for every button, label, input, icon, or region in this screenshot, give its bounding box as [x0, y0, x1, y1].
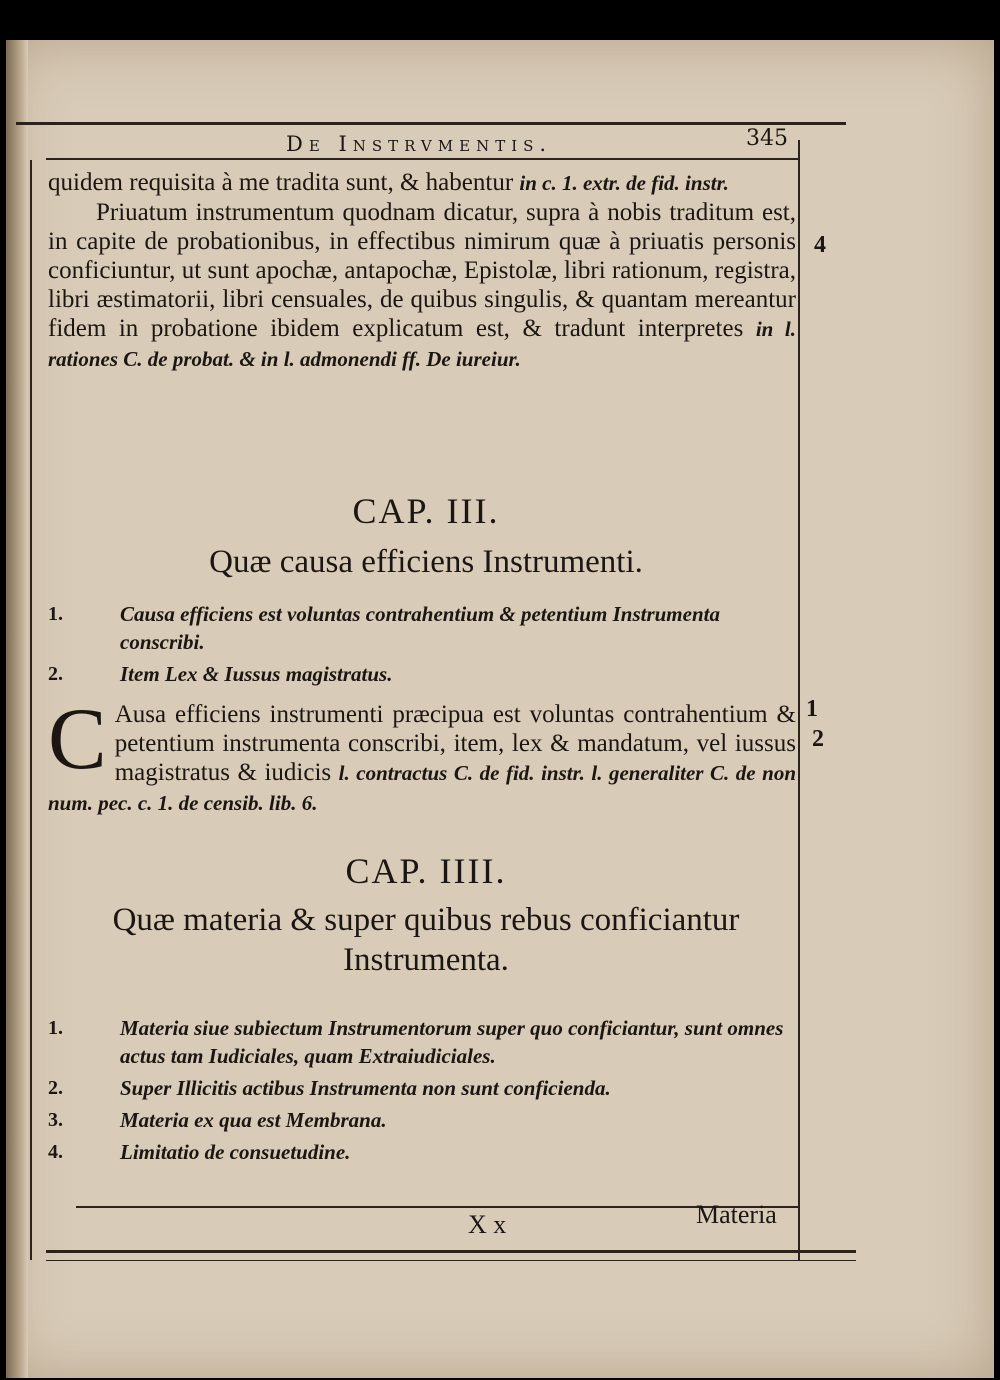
chapter-3-citation: l. contractus C. de fid. instr. l. generaliter C. de non num. pec. c. 1. de censib. lib. 6.: [48, 761, 796, 815]
left-frame-rule: [30, 160, 32, 1260]
chapter-4-heading: [46, 850, 806, 980]
cap4-summary-item: [48, 1014, 808, 1070]
summary-item-text: Limitatio de consuetudine.: [120, 1140, 351, 1164]
cap3-summary-item: [48, 600, 808, 656]
continuation-line: [48, 168, 796, 198]
cap4-summary-item: [48, 1138, 808, 1166]
bottom-frame-rule: [76, 1206, 800, 1208]
chapter-3-body-text: Ausa efficiens instrumenti præcipua est voluntas contrahentium & petentium instrumenta conscribi, item, lex & mandatum, vel iussus magistratus & iudicis: [114, 701, 796, 786]
summary-item-text: Super Illicitis actibus Instrumenta non sunt conficienda.: [120, 1076, 611, 1100]
summary-item-number: 4.: [48, 1141, 63, 1163]
page-number: 345: [746, 126, 788, 151]
summary-item-number: 2.: [48, 663, 63, 685]
margin-number-1: 1: [806, 696, 818, 722]
private-instrument-paragraph: [48, 198, 796, 374]
margin-number-2: 2: [812, 726, 824, 752]
cap4-summary-item: [48, 1106, 808, 1134]
continuation-text: quidem requisita à me tradita sunt, & habentur: [48, 169, 514, 196]
summary-item-number: 1.: [48, 1017, 63, 1039]
top-rule: [16, 122, 846, 125]
chapter-3-heading: [46, 490, 806, 582]
paragraph-text: Priuatum instrumentum quodnam dicatur, supra à nobis traditum est, in capite de probationibus, in effectibus nimirum quæ à priuatis personis conficiuntur, ut sunt apochæ, antapochæ, Epistolæ, libri rationum, registra, libri æstimatorii, libri censuales, de quibus singulis, & quantam mereantur fidem in probatione ibidem explicatum est, & tradunt interpretes: [48, 199, 796, 342]
summary-item-number: 2.: [48, 1077, 63, 1099]
catchword: Materia: [696, 1200, 777, 1229]
chapter-4-summary: [48, 1014, 808, 1170]
summary-item-number: 3.: [48, 1109, 63, 1131]
chapter-3-body: [48, 691, 796, 818]
summary-item-text: Materia siue subiectum Instrumentorum super quo conficiantur, sunt omnes actus tam Iudiciales, quam Extraiudiciales.: [120, 1016, 784, 1068]
summary-item-text: Causa efficiens est voluntas contrahentium & petentium Instrumenta conscribi.: [120, 602, 720, 654]
opening-text: [48, 168, 796, 374]
drop-cap: C: [48, 691, 107, 788]
continuation-citation: in c. 1. extr. de fid. instr.: [519, 171, 729, 195]
page-edge-shadow: [6, 40, 28, 1378]
bottom-rule: [46, 1250, 856, 1253]
chapter-3-summary: [48, 600, 808, 692]
paragraph-citation: in l. rationes C. de probat. & in l. admonendi ff. De iureiur.: [48, 317, 796, 371]
bottom-rule-lower: [46, 1260, 856, 1261]
cap3-summary-item: [48, 660, 808, 688]
book-page: [6, 40, 994, 1378]
chapter-3-number: CAP. III.: [352, 491, 500, 531]
margin-number-4: 4: [814, 232, 826, 258]
chapter-4-title: Quæ materia & super quibus rebus conficiantur Instrumenta.: [112, 902, 740, 978]
summary-item-text: Item Lex & Iussus magistratus.: [120, 662, 393, 686]
summary-item-text: Materia ex qua est Membrana.: [120, 1108, 387, 1132]
signature-mark: X x: [468, 1210, 507, 1239]
head-rule: [46, 158, 798, 160]
chapter-4-number: CAP. IIII.: [345, 851, 507, 891]
summary-item-number: 1.: [48, 603, 63, 625]
chapter-3-title: Quæ causa efficiens Instrumenti.: [209, 544, 643, 580]
running-head: De Instrvmentis.: [286, 132, 553, 156]
cap4-summary-item: [48, 1074, 808, 1102]
